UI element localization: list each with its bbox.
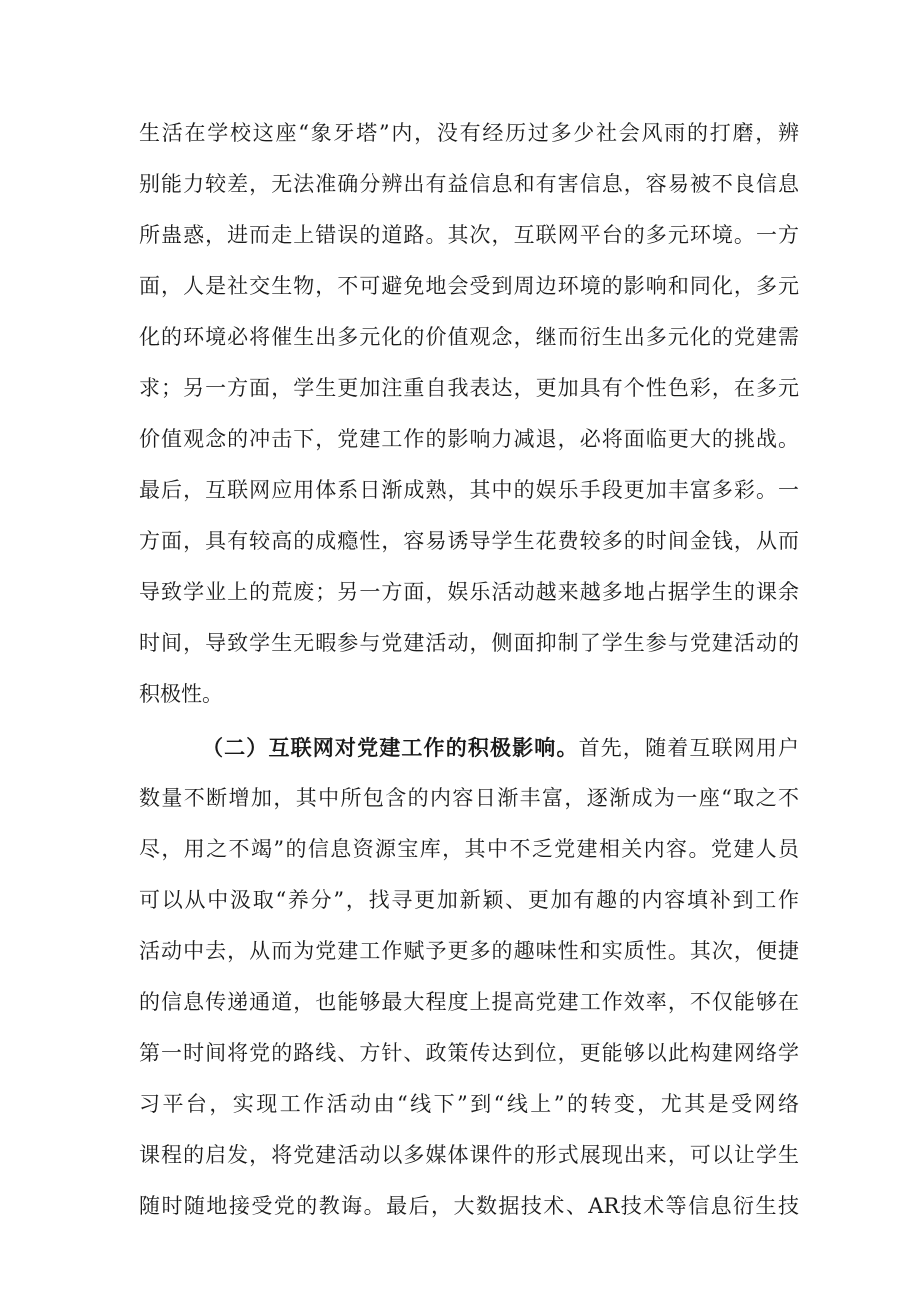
paragraph-2-line: 数量不断增加，其中所包含的内容日渐丰富，逐渐成为一座“取之不	[139, 786, 799, 810]
paragraph-1-line: 求；另一方面，学生更加注重自我表达，更加具有个性色彩，在多元	[139, 376, 799, 400]
paragraph-1-line: 时间，导致学生无暇参与党建活动，侧面抑制了学生参与党建活动的	[139, 631, 799, 655]
paragraph-2-line: 第一时间将党的路线、方针、政策传达到位，更能够以此构建网络学	[139, 1041, 799, 1065]
paragraph-2-line: 课程的启发，将党建活动以多媒体课件的形式展现出来，可以让学生	[139, 1143, 799, 1167]
paragraph-2-first-line-text: 首先，随着互联网用户	[578, 736, 800, 760]
paragraph-2-line: 的信息传递通道，也能够最大程度上提高党建工作效率，不仅能够在	[139, 990, 799, 1014]
section-heading: （二）互联网对党建工作的积极影响。	[202, 735, 579, 760]
paragraph-2-line: 可以从中汲取“养分”，找寻更加新颖、更加有趣的内容填补到工作	[139, 888, 799, 912]
paragraph-1-line: 方面，具有较高的成瘾性，容易诱导学生花费较多的时间金钱，从而	[139, 529, 799, 553]
paragraph-2-line: 尽，用之不竭”的信息资源宝库，其中不乏党建相关内容。党建人员	[139, 837, 799, 861]
paragraph-1-line: 生活在学校这座“象牙塔”内，没有经历过多少社会风雨的打磨，辨	[139, 121, 799, 145]
paragraph-2-line: 习平台，实现工作活动由“线下”到“线上”的转变，尤其是受网络	[139, 1092, 799, 1116]
paragraph-2-first-line	[202, 737, 799, 759]
paragraph-1-line: 化的环境必将催生出多元化的价值观念，继而衍生出多元化的党建需	[139, 325, 799, 349]
paragraph-1-line: 价值观念的冲击下，党建工作的影响力减退，必将面临更大的挑战。	[139, 427, 799, 451]
paragraph-1-line: 导致学业上的荒废；另一方面，娱乐活动越来越多地占据学生的课余	[139, 580, 799, 604]
paragraph-1-line: 所蛊惑，进而走上错误的道路。其次，互联网平台的多元环境。一方	[139, 223, 799, 247]
paragraph-2-line: 随时随地接受党的教诲。最后，大数据技术、AR技术等信息衍生技	[139, 1194, 799, 1218]
paragraph-2-line: 活动中去，从而为党建工作赋予更多的趣味性和实质性。其次，便捷	[139, 939, 799, 963]
paragraph-1-line: 积极性。	[139, 682, 223, 706]
paragraph-1-line: 别能力较差，无法准确分辨出有益信息和有害信息，容易被不良信息	[139, 172, 799, 196]
paragraph-1-line: 最后，互联网应用体系日渐成熟，其中的娱乐手段更加丰富多彩。一	[139, 478, 799, 502]
paragraph-1-line: 面，人是社交生物，不可避免地会受到周边环境的影响和同化，多元	[139, 274, 799, 298]
